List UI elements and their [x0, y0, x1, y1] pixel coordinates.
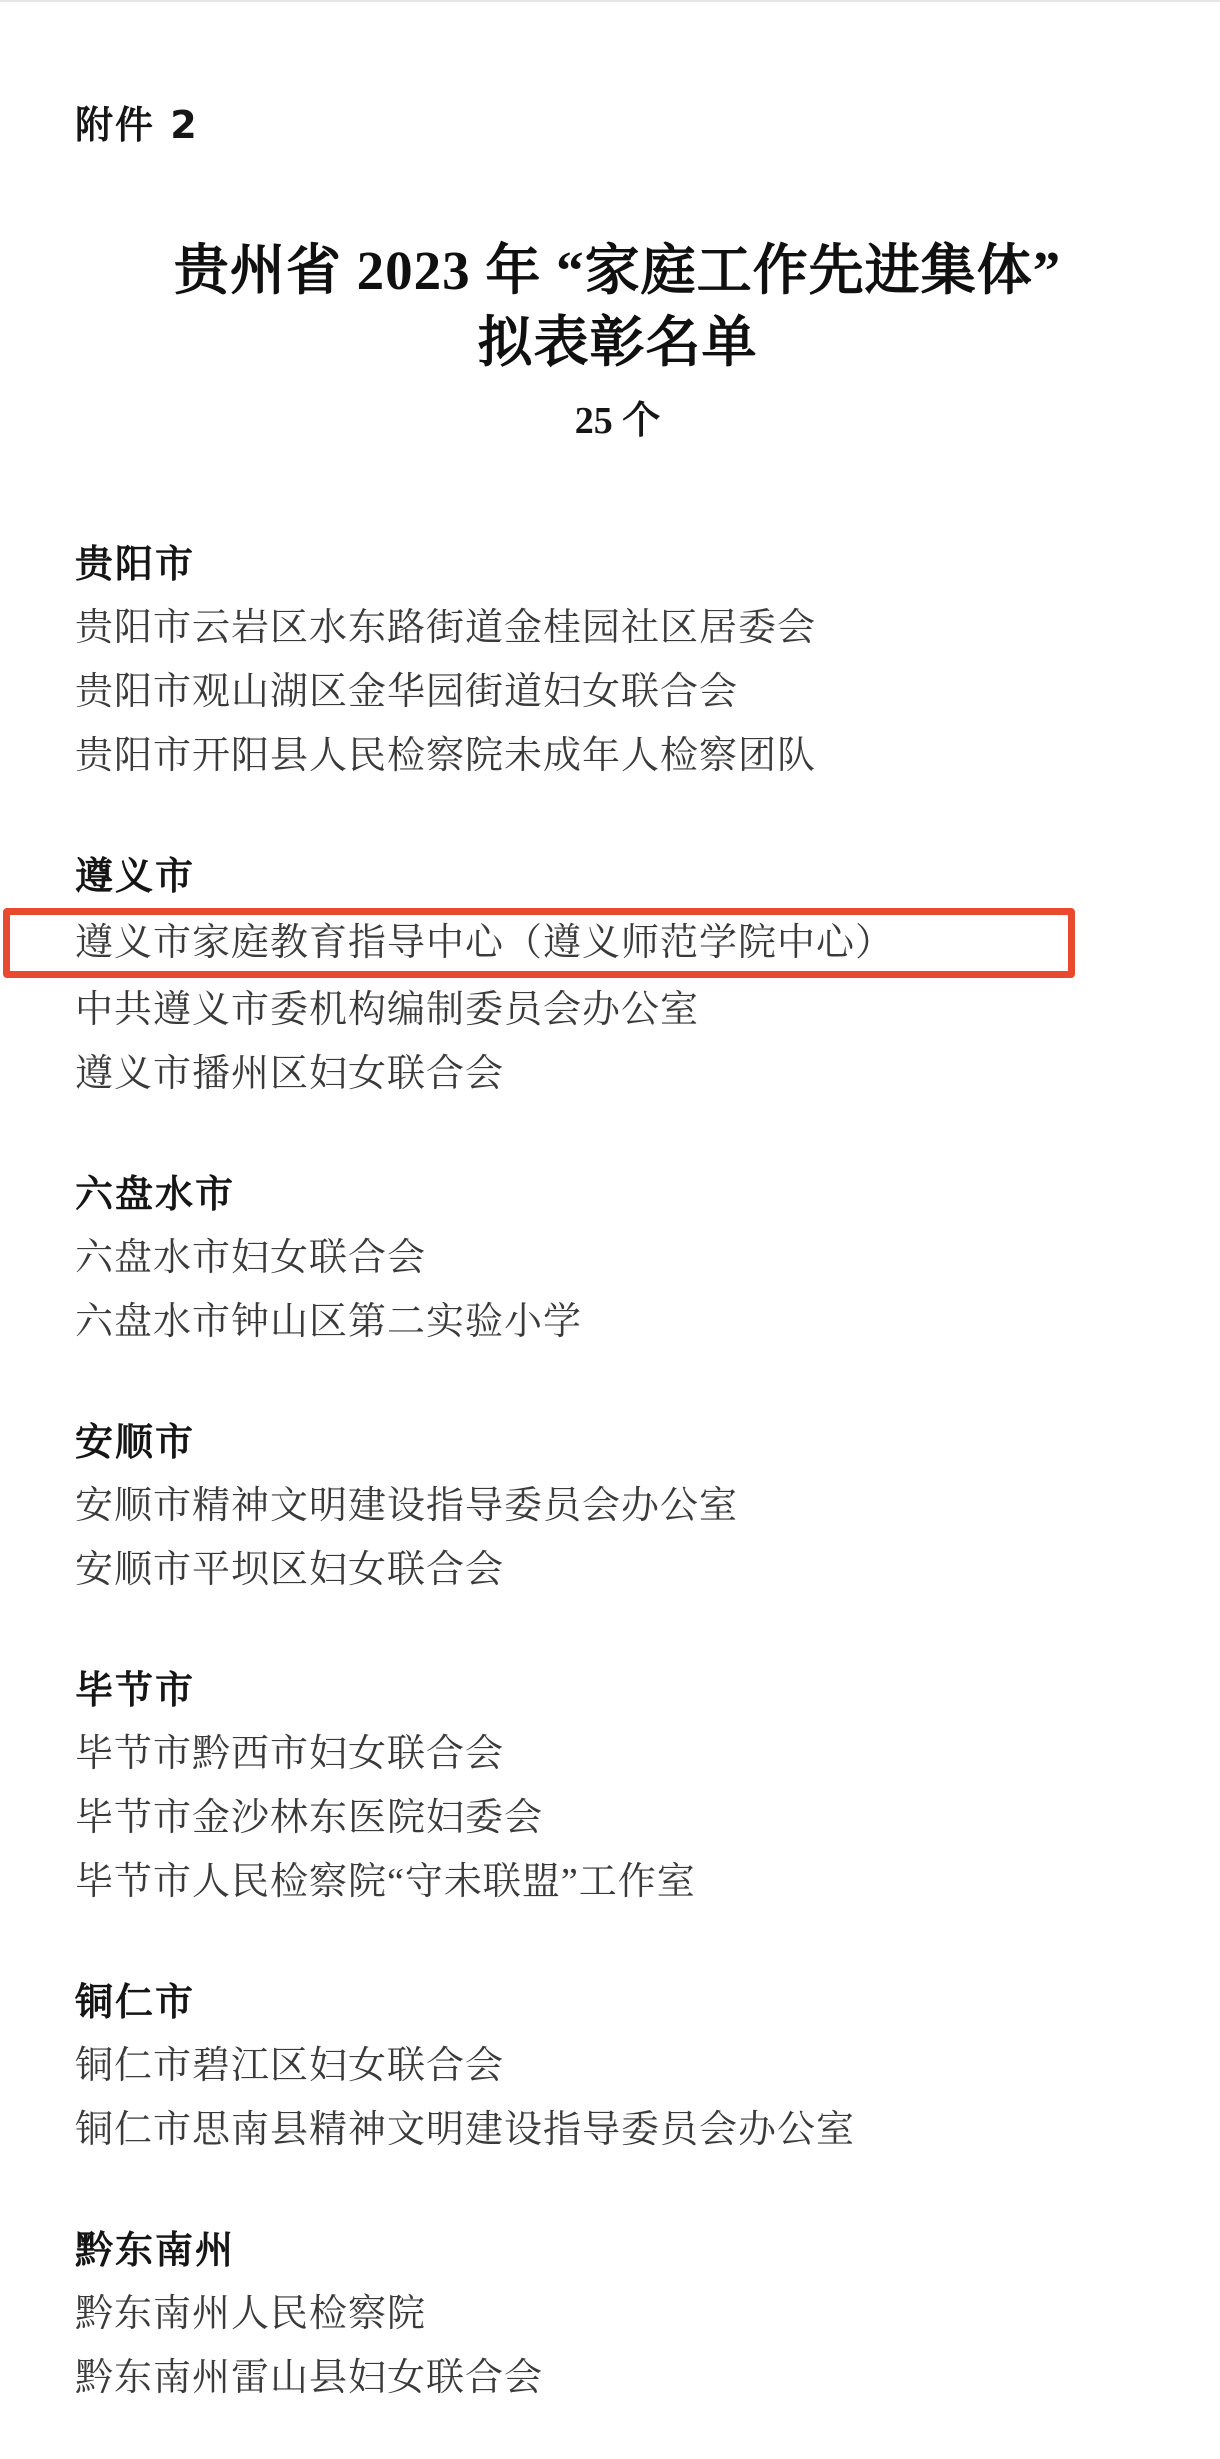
red-highlight-box [3, 908, 1075, 978]
title-line-1: 贵州省 2023 年 “家庭工作先进集体” [173, 240, 1062, 301]
list-item: 铜仁市碧江区妇女联合会 [75, 2045, 505, 2087]
city-header: 黔东南州 [75, 2228, 236, 2272]
city-header: 六盘水市 [75, 1172, 236, 1216]
list-item: 贵阳市观山湖区金华园街道妇女联合会 [75, 671, 739, 713]
title-line-2: 拟表彰名单 [477, 312, 758, 373]
list-item: 六盘水市妇女联合会 [75, 1237, 427, 1279]
city-section-bijie [75, 1658, 1160, 1914]
list-item: 毕节市金沙林东医院妇委会 [75, 1797, 544, 1839]
city-header: 毕节市 [75, 1668, 196, 1712]
city-header: 安顺市 [75, 1420, 196, 1464]
city-header: 遵义市 [75, 854, 196, 898]
list-item: 毕节市人民检察院“守未联盟”工作室 [75, 1861, 696, 1903]
list-item: 黔东南州人民检察院 [75, 2293, 427, 2335]
list-item: 铜仁市思南县精神文明建设指导委员会办公室 [75, 2109, 856, 2151]
city-section-anshun [75, 1410, 1160, 1602]
list-item: 六盘水市钟山区第二实验小学 [75, 1301, 583, 1343]
list-item: 中共遵义市委机构编制委员会办公室 [75, 989, 700, 1031]
photo-top-edge [0, 0, 1220, 2]
list-item: 贵阳市开阳县人民检察院未成年人检察团队 [75, 735, 817, 777]
city-section-qiandongnan [75, 2218, 1160, 2410]
attachment-label: 附件 2 [75, 103, 199, 147]
city-header: 铜仁市 [75, 1980, 196, 2024]
list-item: 遵义市播州区妇女联合会 [75, 1053, 505, 1095]
total-count-label: 25 个 [574, 400, 661, 442]
city-section-zunyi [75, 844, 1160, 1106]
city-section-liupanshui [75, 1162, 1160, 1354]
city-header: 贵阳市 [75, 542, 196, 586]
list-item: 安顺市精神文明建设指导委员会办公室 [75, 1485, 739, 1527]
city-section-guiyang [75, 532, 1160, 788]
document-title [75, 235, 1160, 379]
list-item: 黔东南州雷山县妇女联合会 [75, 2357, 544, 2399]
list-item: 毕节市黔西市妇女联合会 [75, 1733, 505, 1775]
list-item: 贵阳市云岩区水东路街道金桂园社区居委会 [75, 607, 817, 649]
list-item: 安顺市平坝区妇女联合会 [75, 1549, 505, 1591]
city-section-tongren [75, 1970, 1160, 2162]
highlighted-list-item: 遵义市家庭教育指导中心（遵义师范学院中心） [75, 922, 895, 964]
